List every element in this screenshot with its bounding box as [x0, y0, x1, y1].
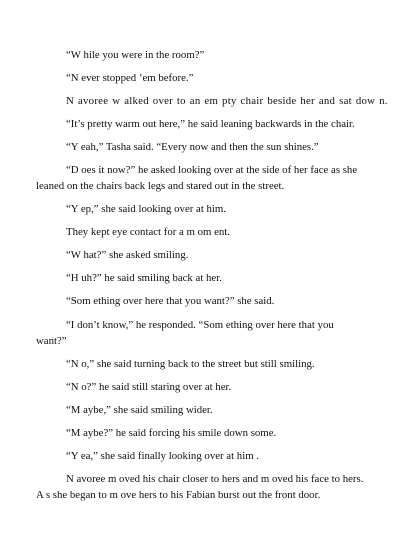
text-line: “D oes it now?” he asked looking over at the side of her face as she: [66, 164, 358, 176]
text-line: “M aybe,” she said smiling wider.: [66, 404, 213, 416]
text-line: want?”: [36, 335, 67, 347]
text-line: “W hat?” she asked smiling.: [66, 249, 189, 261]
text-line: “Y eah,” Tasha said. “Every now and then the sun shines.”: [66, 141, 319, 153]
text-line: leaned on the chairs back legs and stared out in the street.: [36, 180, 285, 192]
text-line: “N o,” she said turning back to the street but still smiling.: [66, 358, 315, 370]
text-line: They kept eye contact for a m om ent.: [66, 226, 230, 238]
text-line: “M aybe?” he said forcing his smile down some.: [66, 427, 277, 439]
text-line: “H uh?” he said smiling back at her.: [66, 272, 222, 284]
text-line: “I don’t know,” he responded. “Som ething over here that you: [66, 319, 334, 331]
text-line: “Y ep,” she said looking over at him.: [66, 203, 227, 215]
text-line: “N o?” he said still staring over at her.: [66, 381, 232, 393]
text-line: “It’s pretty warm out here,” he said leaning backwards in the chair.: [66, 118, 355, 130]
text-line: A s she began to m ove hers to his Fabian burst out the front door.: [36, 489, 321, 501]
text-line: N avoree w alked over to an em pty chair beside her and sat dow n.: [66, 95, 388, 107]
text-line: “N ever stopped ’em before.”: [66, 72, 194, 84]
text-line: “Y ea,” she said finally looking over at him .: [66, 450, 259, 462]
text-line: N avoree m oved his chair closer to hers and m oved his face to hers.: [66, 473, 364, 485]
text-line: “Som ething over here that you want?” she said.: [66, 295, 275, 307]
text-line: “W hile you were in the room?”: [66, 49, 205, 61]
